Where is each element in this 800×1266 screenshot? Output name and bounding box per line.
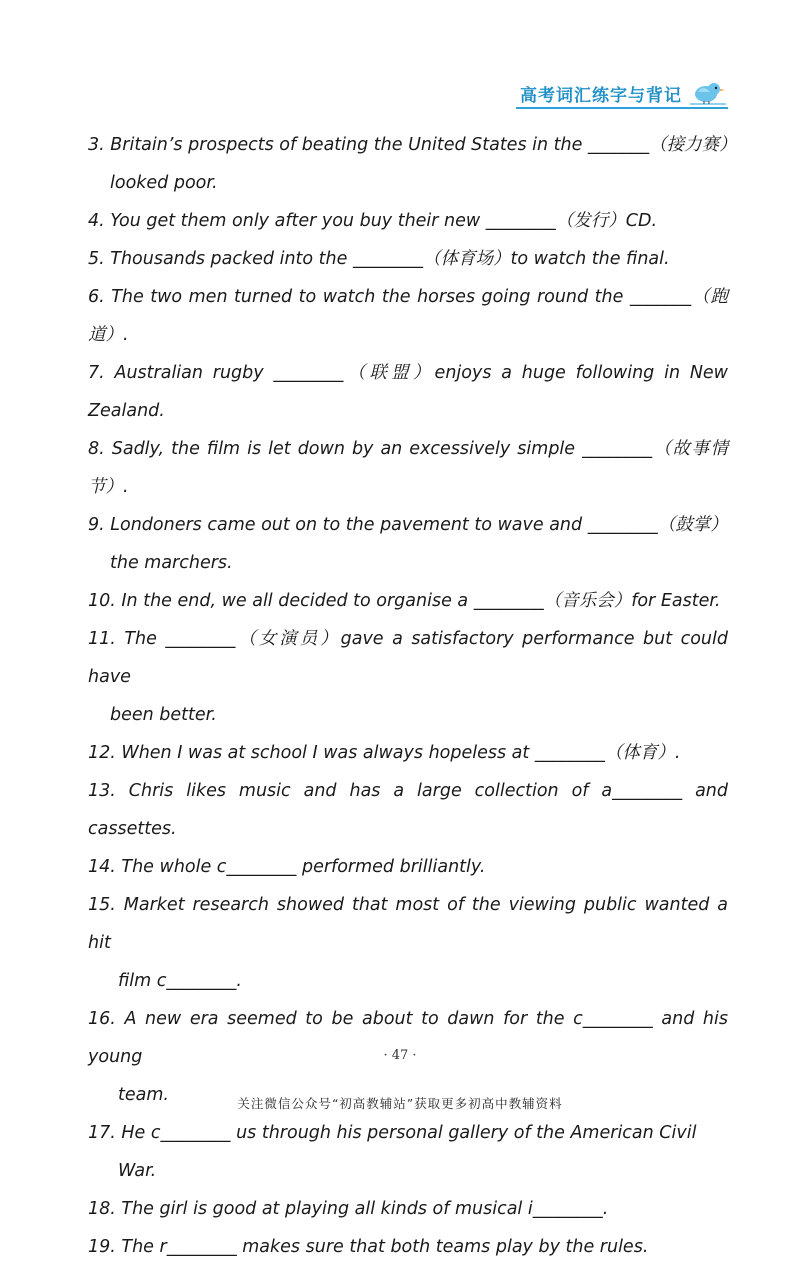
- header-title: 高考词汇练字与背记: [520, 85, 682, 106]
- question-text: 6. The two men turned to watch the horses going round the _______（跑道）.: [88, 287, 728, 345]
- page-number: · 47 ·: [383, 1048, 417, 1063]
- question-10: [88, 582, 728, 620]
- footer-note: 关注微信公众号“初高教辅站”获取更多初高中教辅资料: [237, 1096, 563, 1111]
- question-12: [88, 734, 728, 772]
- question-continuation: War.: [118, 1161, 157, 1181]
- question-text: 15. Market research showed that most of the viewing public wanted a hit: [88, 895, 728, 953]
- question-continuation: the marchers.: [110, 553, 233, 573]
- question-continuation: been better.: [110, 705, 217, 725]
- question-text: 3. Britain’s prospects of beating the United States in the _______（接力赛）: [88, 135, 737, 155]
- question-5: [88, 240, 728, 278]
- question-19: [88, 1228, 728, 1266]
- question-8: [88, 430, 728, 506]
- question-continuation: film c________.: [118, 971, 242, 991]
- question-17: [88, 1114, 728, 1190]
- question-18: [88, 1190, 728, 1228]
- question-6: [88, 278, 728, 354]
- question-7: [88, 354, 728, 430]
- header-divider: [516, 107, 728, 109]
- bird-icon: [688, 78, 728, 108]
- question-text: 10. In the end, we all decided to organise a ________（音乐会）for Easter.: [88, 591, 721, 611]
- question-13: [88, 772, 728, 848]
- question-14: [88, 848, 728, 886]
- question-15: [88, 886, 728, 1000]
- question-4: [88, 202, 728, 240]
- question-text: 13. Chris likes music and has a large collection of a________ and cassettes.: [88, 781, 728, 839]
- question-text: 17. He c________ us through his personal gallery of the American Civil: [88, 1123, 697, 1143]
- question-text: 18. The girl is good at playing all kinds of musical i________.: [88, 1199, 609, 1219]
- question-9: [88, 506, 728, 582]
- question-text: 16. A new era seemed to be about to dawn for the c________ and his young: [88, 1009, 728, 1067]
- question-text: 8. Sadly, the film is let down by an excessively simple ________（故事情节）.: [88, 439, 728, 497]
- question-text: 12. When I was at school I was always hopeless at ________（体育）.: [88, 743, 681, 763]
- question-text: 5. Thousands packed into the ________（体育场）to watch the final.: [88, 249, 670, 269]
- question-text: 7. Australian rugby ________（联盟）enjoys a huge following in New Zealand.: [88, 363, 728, 421]
- page-header: [520, 78, 728, 108]
- question-text: 14. The whole c________ performed brilliantly.: [88, 857, 486, 877]
- question-11: [88, 620, 728, 734]
- question-text: 19. The r________ makes sure that both teams play by the rules.: [88, 1237, 649, 1257]
- question-3: [88, 126, 737, 202]
- question-text: 11. The ________（女演员）gave a satisfactory performance but could have: [88, 629, 728, 687]
- question-continuation: team.: [118, 1085, 169, 1105]
- question-continuation: looked poor.: [110, 173, 218, 193]
- question-text: 9. Londoners came out on to the pavement to wave and ________（鼓掌）: [88, 515, 728, 535]
- question-text: 4. You get them only after you buy their new ________（发行）CD.: [88, 211, 658, 231]
